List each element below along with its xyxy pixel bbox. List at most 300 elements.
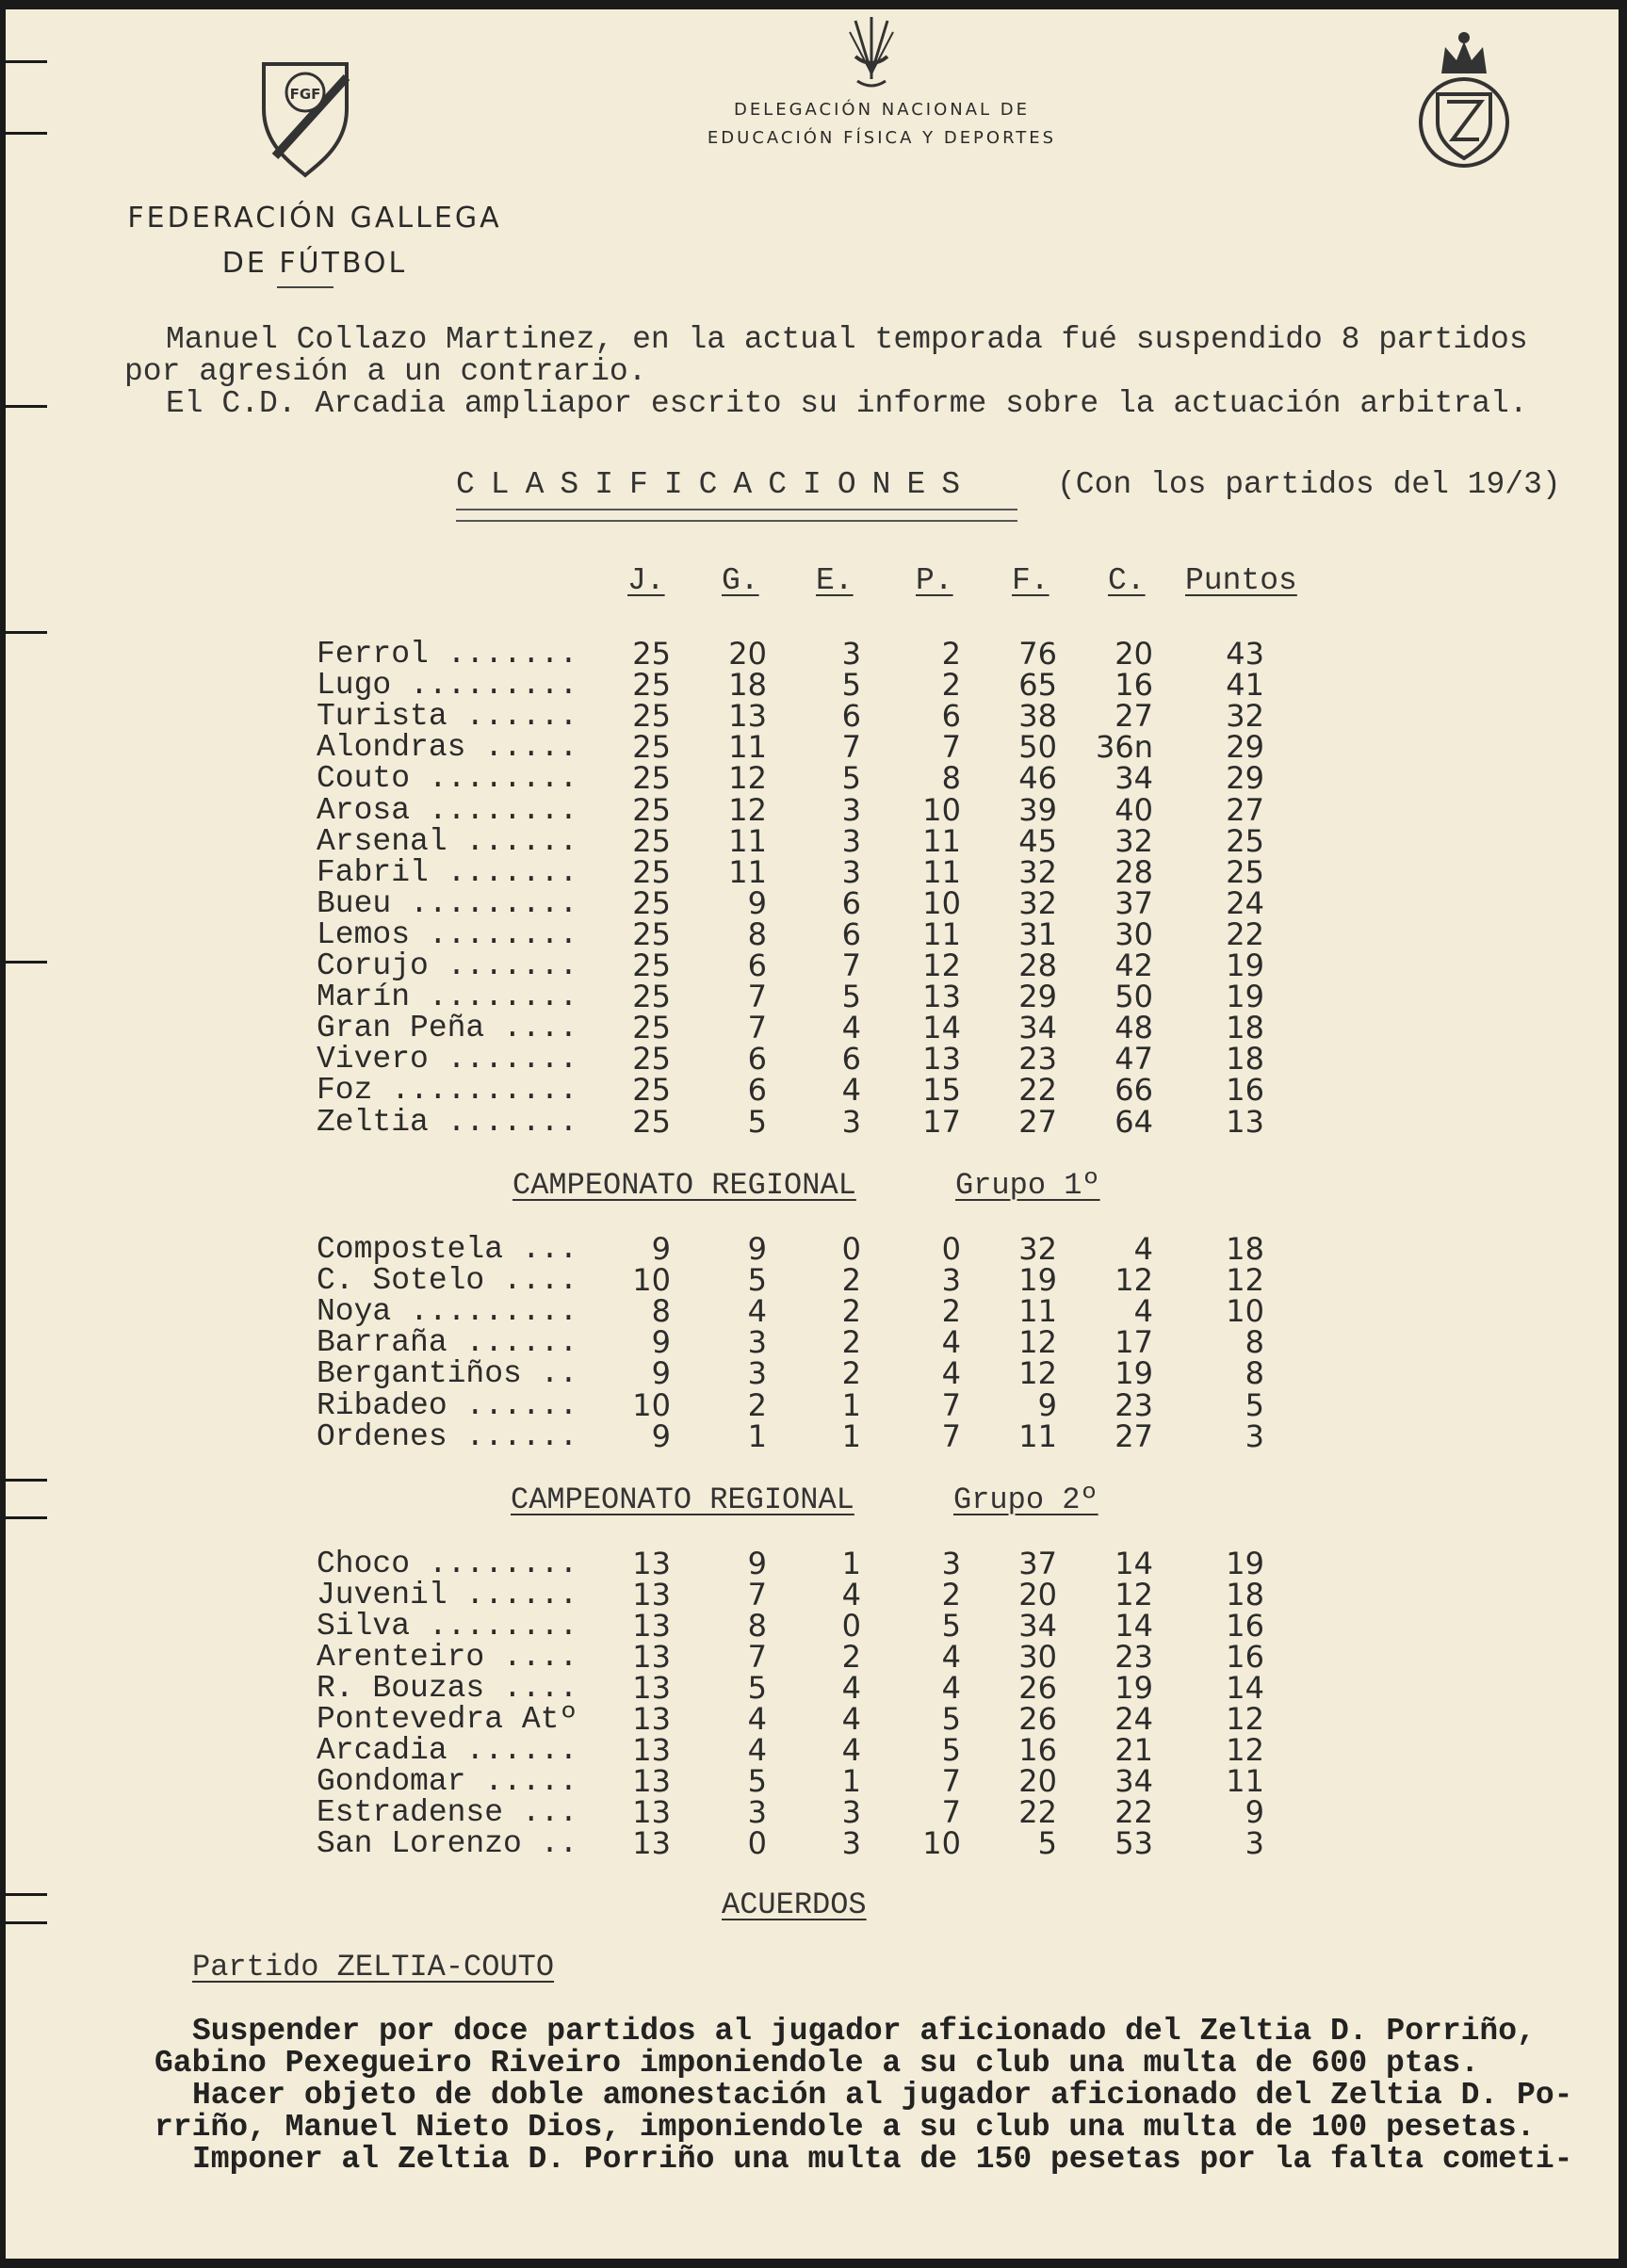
team-name: Couto ........ xyxy=(317,761,578,797)
cell-f: 20 xyxy=(1018,1577,1057,1612)
federation-underline xyxy=(277,286,334,288)
cell-p: 4 xyxy=(941,1324,961,1361)
cell-f: 28 xyxy=(1018,948,1057,983)
acuerdos-title: ACUERDOS xyxy=(722,1887,867,1922)
cell-pts: 8 xyxy=(1245,1324,1264,1361)
team-name: Foz .......... xyxy=(317,1073,578,1109)
cell-c: 36n xyxy=(1096,729,1153,766)
binding-mark xyxy=(6,60,47,63)
cell-e: 2 xyxy=(841,1639,861,1675)
cell-c: 27 xyxy=(1114,698,1153,735)
col-header-puntos: Puntos xyxy=(1185,563,1297,598)
team-name: Lemos ........ xyxy=(317,916,578,952)
table-row xyxy=(6,1639,1619,1675)
table-row xyxy=(6,1072,1619,1109)
team-name: Ordenes ...... xyxy=(317,1418,578,1454)
cell-e: 4 xyxy=(841,1577,861,1612)
grupo2-title: CAMPEONATO REGIONAL xyxy=(511,1482,854,1517)
table-row xyxy=(6,1262,1619,1299)
cell-p: 4 xyxy=(941,1355,961,1392)
cell-f: 38 xyxy=(1018,698,1057,735)
table-row xyxy=(6,979,1619,1015)
federation-heading xyxy=(117,196,513,286)
federation-line-1: FEDERACIÓN GALLEGA xyxy=(127,202,502,235)
table-row xyxy=(6,1041,1619,1077)
table-row xyxy=(6,1763,1619,1799)
binding-mark xyxy=(6,631,47,634)
cell-f: 65 xyxy=(1018,667,1057,704)
binding-mark xyxy=(6,405,47,408)
cell-e: 4 xyxy=(841,1010,861,1046)
cell-g: 9 xyxy=(747,1231,767,1267)
team-name: Arcadia ...... xyxy=(317,1733,578,1768)
table-row xyxy=(6,698,1619,735)
table-row xyxy=(6,667,1619,704)
cell-c: 66 xyxy=(1114,1072,1153,1109)
partido-title: Partido ZELTIA-COUTO xyxy=(192,1950,555,1984)
team-name: Arsenal ...... xyxy=(317,823,578,859)
cell-pts: 16 xyxy=(1226,1072,1264,1109)
cell-pts: 41 xyxy=(1226,667,1264,704)
cell-j: 25 xyxy=(632,667,671,704)
cell-j: 9 xyxy=(651,1418,671,1454)
cell-j: 13 xyxy=(632,1732,671,1768)
cell-j: 9 xyxy=(651,1324,671,1361)
acuerdo-line-5: Imponer al Zeltia D. Porriño una multa de 150 pesetas por la falta cometi- xyxy=(192,2142,1573,2177)
cell-pts: 18 xyxy=(1226,1577,1264,1612)
cell-p: 11 xyxy=(922,853,961,890)
team-name: Choco ........ xyxy=(317,1547,578,1581)
table-row xyxy=(6,1732,1619,1768)
cell-f: 20 xyxy=(1018,1763,1057,1799)
table-row xyxy=(6,853,1619,890)
cell-j: 8 xyxy=(651,1293,671,1330)
cell-g: 13 xyxy=(728,698,767,735)
cell-j: 25 xyxy=(632,760,671,797)
cell-pts: 29 xyxy=(1226,760,1264,797)
cell-j: 25 xyxy=(632,1103,671,1140)
cell-g: 1 xyxy=(747,1418,767,1454)
cell-g: 18 xyxy=(728,667,767,704)
cell-j: 13 xyxy=(632,1825,671,1861)
cell-f: 32 xyxy=(1018,853,1057,890)
binding-mark xyxy=(6,1893,47,1896)
title-double-rule xyxy=(456,509,1017,522)
cell-p: 0 xyxy=(941,1231,961,1267)
cell-pts: 12 xyxy=(1226,1732,1264,1768)
cell-p: 2 xyxy=(941,1293,961,1330)
cell-j: 13 xyxy=(632,1608,671,1644)
team-name: Pontevedra Atº xyxy=(317,1702,578,1737)
cell-e: 2 xyxy=(841,1324,861,1361)
team-name: Gondomar ..... xyxy=(317,1764,578,1799)
cell-e: 4 xyxy=(841,1670,861,1706)
cell-j: 9 xyxy=(651,1231,671,1267)
delegation-line-2: EDUCACIÓN FÍSICA Y DEPORTES xyxy=(707,128,1057,148)
svg-text:FGF: FGF xyxy=(289,86,321,103)
cell-c: 16 xyxy=(1114,667,1153,704)
cell-p: 12 xyxy=(922,948,961,983)
cell-j: 25 xyxy=(632,979,671,1015)
cell-g: 6 xyxy=(747,1041,767,1077)
cell-c: 12 xyxy=(1114,1577,1153,1612)
cell-g: 11 xyxy=(728,729,767,766)
cell-f: 16 xyxy=(1018,1732,1057,1768)
cell-e: 6 xyxy=(841,915,861,952)
team-name: Vivero ....... xyxy=(317,1042,578,1077)
cell-j: 13 xyxy=(632,1639,671,1675)
table-row xyxy=(6,1418,1619,1454)
cell-c: 4 xyxy=(1133,1293,1153,1330)
cell-c: 48 xyxy=(1114,1010,1153,1046)
cell-pts: 18 xyxy=(1226,1041,1264,1077)
cell-f: 19 xyxy=(1018,1262,1057,1299)
cell-g: 3 xyxy=(747,1324,767,1361)
cell-f: 45 xyxy=(1018,822,1057,859)
cell-e: 6 xyxy=(841,1041,861,1077)
cell-j: 25 xyxy=(632,698,671,735)
team-name: C. Sotelo .... xyxy=(317,1263,578,1299)
cell-pts: 14 xyxy=(1226,1670,1264,1706)
cell-e: 2 xyxy=(841,1355,861,1392)
team-name: Corujo ....... xyxy=(317,948,578,983)
cell-pts: 12 xyxy=(1226,1701,1264,1737)
cell-c: 4 xyxy=(1133,1231,1153,1267)
delegation-heading xyxy=(665,96,1098,153)
cell-f: 26 xyxy=(1018,1670,1057,1706)
col-header-g: G. xyxy=(722,563,759,598)
intro-line-3: El C.D. Arcadia ampliapor escrito su informe sobre la actuación arbitral. xyxy=(166,386,1528,421)
cell-j: 25 xyxy=(632,1072,671,1109)
cell-e: 1 xyxy=(841,1386,861,1423)
intro-line-2: por agresión a un contrario. xyxy=(124,354,647,389)
cell-j: 13 xyxy=(632,1577,671,1612)
team-name: Barraña ...... xyxy=(317,1325,578,1361)
cell-f: 22 xyxy=(1018,1794,1057,1830)
cell-c: 19 xyxy=(1114,1670,1153,1706)
col-header-p: P. xyxy=(916,563,953,598)
cell-j: 25 xyxy=(632,729,671,766)
cell-f: 34 xyxy=(1018,1608,1057,1644)
cell-j: 13 xyxy=(632,1763,671,1799)
team-name: Lugo ......... xyxy=(317,668,578,704)
table-row xyxy=(6,1103,1619,1140)
yoke-arrows-emblem-icon xyxy=(846,13,897,89)
cell-g: 12 xyxy=(728,791,767,828)
cell-g: 6 xyxy=(747,948,767,983)
cell-pts: 43 xyxy=(1226,636,1264,672)
cell-p: 7 xyxy=(941,1386,961,1423)
cell-pts: 16 xyxy=(1226,1608,1264,1644)
cell-c: 23 xyxy=(1114,1386,1153,1423)
cell-c: 17 xyxy=(1114,1324,1153,1361)
cell-pts: 8 xyxy=(1245,1355,1264,1392)
binding-mark xyxy=(6,1516,47,1519)
delegation-line-1: DELEGACIÓN NACIONAL DE xyxy=(733,100,1031,120)
cell-pts: 25 xyxy=(1226,822,1264,859)
cell-pts: 16 xyxy=(1226,1639,1264,1675)
cell-f: 12 xyxy=(1018,1324,1057,1361)
col-header-f: F. xyxy=(1012,563,1049,598)
table-row xyxy=(6,636,1619,672)
cell-p: 15 xyxy=(922,1072,961,1109)
cell-e: 3 xyxy=(841,1103,861,1140)
team-name: Ribadeo ...... xyxy=(317,1387,578,1423)
cell-f: 29 xyxy=(1018,979,1057,1015)
cell-f: 5 xyxy=(1037,1825,1057,1861)
cell-j: 13 xyxy=(632,1546,671,1581)
team-name: Silva ........ xyxy=(317,1609,578,1644)
cell-p: 7 xyxy=(941,1763,961,1799)
cell-f: 37 xyxy=(1018,1546,1057,1581)
cell-c: 22 xyxy=(1114,1794,1153,1830)
cell-e: 2 xyxy=(841,1293,861,1330)
cell-pts: 19 xyxy=(1226,1546,1264,1581)
table-row xyxy=(6,1794,1619,1830)
cell-g: 7 xyxy=(747,1639,767,1675)
cell-f: 76 xyxy=(1018,636,1057,672)
cell-c: 40 xyxy=(1114,791,1153,828)
team-name: Arenteiro .... xyxy=(317,1640,578,1675)
cell-f: 31 xyxy=(1018,915,1057,952)
cell-j: 13 xyxy=(632,1794,671,1830)
table-row xyxy=(6,1324,1619,1361)
table-row xyxy=(6,1012,1619,1044)
team-name: Turista ...... xyxy=(317,699,578,735)
cell-g: 12 xyxy=(728,760,767,797)
cell-p: 4 xyxy=(941,1639,961,1675)
cell-pts: 11 xyxy=(1226,1763,1264,1799)
cell-e: 3 xyxy=(841,636,861,672)
cell-j: 25 xyxy=(632,1041,671,1077)
cell-g: 8 xyxy=(747,915,767,952)
col-header-e: E. xyxy=(816,563,854,598)
acuerdo-line-3: Hacer objeto de doble amonestación al jugador aficionado del Zeltia D. Po- xyxy=(192,2078,1573,2113)
cell-c: 14 xyxy=(1114,1546,1153,1581)
cell-f: 32 xyxy=(1018,1231,1057,1267)
cell-e: 3 xyxy=(841,822,861,859)
team-name: Estradense ... xyxy=(317,1795,578,1830)
cell-p: 7 xyxy=(941,1418,961,1454)
cell-j: 10 xyxy=(632,1386,671,1423)
cell-j: 10 xyxy=(632,1262,671,1299)
federation-line-2: DE FÚTBOL xyxy=(221,247,408,280)
team-name: San Lorenzo .. xyxy=(317,1826,578,1861)
table-row xyxy=(6,1825,1619,1861)
cell-c: 34 xyxy=(1114,760,1153,797)
cell-p: 8 xyxy=(941,760,961,797)
team-name: Gran Peña .... xyxy=(317,1011,578,1046)
cell-c: 12 xyxy=(1114,1262,1153,1299)
table-row xyxy=(6,1608,1619,1644)
cell-f: 46 xyxy=(1018,760,1057,797)
cell-p: 5 xyxy=(941,1701,961,1737)
cell-p: 10 xyxy=(922,791,961,828)
team-name: R. Bouzas .... xyxy=(317,1671,578,1706)
cell-g: 6 xyxy=(747,1072,767,1109)
cell-e: 0 xyxy=(841,1608,861,1644)
cell-p: 4 xyxy=(941,1670,961,1706)
table-row xyxy=(6,1577,1619,1612)
cell-pts: 25 xyxy=(1226,853,1264,890)
cell-c: 32 xyxy=(1114,822,1153,859)
cell-e: 3 xyxy=(841,1825,861,1861)
cell-pts: 10 xyxy=(1226,1293,1264,1330)
cell-pts: 3 xyxy=(1245,1825,1264,1861)
team-name: Marín ........ xyxy=(317,980,578,1015)
table-row xyxy=(6,884,1619,921)
cell-g: 11 xyxy=(728,822,767,859)
clasificaciones-title: CLASIFICACIONES xyxy=(456,467,977,502)
cell-c: 19 xyxy=(1114,1355,1153,1392)
cell-g: 4 xyxy=(747,1293,767,1330)
cell-c: 23 xyxy=(1114,1639,1153,1675)
team-name: Alondras ..... xyxy=(317,730,578,766)
cell-e: 1 xyxy=(841,1418,861,1454)
cell-e: 2 xyxy=(841,1262,861,1299)
cell-p: 11 xyxy=(922,915,961,952)
cell-e: 5 xyxy=(841,667,861,704)
table-row xyxy=(6,1293,1619,1330)
cell-pts: 19 xyxy=(1226,948,1264,983)
cell-f: 9 xyxy=(1037,1386,1057,1423)
cell-g: 0 xyxy=(747,1825,767,1861)
cell-pts: 5 xyxy=(1245,1386,1264,1423)
cell-pts: 12 xyxy=(1226,1262,1264,1299)
federation-crest-icon xyxy=(258,58,352,179)
cell-j: 25 xyxy=(632,884,671,921)
cell-j: 13 xyxy=(632,1701,671,1737)
cell-j: 25 xyxy=(632,791,671,828)
cell-j: 25 xyxy=(632,915,671,952)
acuerdo-line-1: Suspender por doce partidos al jugador aficionado del Zeltia D. Porriño, xyxy=(192,2014,1536,2049)
cell-e: 7 xyxy=(841,729,861,766)
grupo1-group: Grupo 1º xyxy=(955,1168,1100,1203)
cell-pts: 18 xyxy=(1226,1010,1264,1046)
table-row xyxy=(6,915,1619,952)
cell-c: 64 xyxy=(1114,1103,1153,1140)
cell-e: 4 xyxy=(841,1072,861,1109)
cell-f: 34 xyxy=(1018,1010,1057,1046)
cell-c: 53 xyxy=(1114,1825,1153,1861)
cell-pts: 19 xyxy=(1226,979,1264,1015)
cell-g: 9 xyxy=(747,884,767,921)
cell-p: 2 xyxy=(941,667,961,704)
team-name: Arosa ........ xyxy=(317,792,578,828)
cell-p: 5 xyxy=(941,1608,961,1644)
cell-f: 26 xyxy=(1018,1701,1057,1737)
cell-c: 24 xyxy=(1114,1701,1153,1737)
cell-g: 2 xyxy=(747,1386,767,1423)
cell-p: 17 xyxy=(922,1103,961,1140)
cell-pts: 3 xyxy=(1245,1418,1264,1454)
binding-mark xyxy=(6,132,47,135)
team-name: Ferrol ....... xyxy=(317,637,578,672)
grupo2-group: Grupo 2º xyxy=(953,1482,1098,1517)
cell-g: 7 xyxy=(747,979,767,1015)
cell-f: 50 xyxy=(1018,729,1057,766)
cell-j: 25 xyxy=(632,636,671,672)
binding-mark xyxy=(6,1921,47,1924)
cell-pts: 32 xyxy=(1226,698,1264,735)
cell-g: 11 xyxy=(728,853,767,890)
table-row xyxy=(6,1231,1619,1267)
cell-j: 25 xyxy=(632,853,671,890)
team-name: Juvenil ...... xyxy=(317,1578,578,1612)
cell-g: 4 xyxy=(747,1701,767,1737)
table-row xyxy=(6,1701,1619,1737)
team-name: Compostela ... xyxy=(317,1232,578,1267)
cell-p: 10 xyxy=(922,1825,961,1861)
cell-f: 11 xyxy=(1018,1418,1057,1454)
table-row xyxy=(6,1386,1619,1423)
col-header-j: J. xyxy=(627,563,665,598)
cell-c: 21 xyxy=(1114,1732,1153,1768)
cell-c: 30 xyxy=(1114,915,1153,952)
cell-c: 34 xyxy=(1114,1763,1153,1799)
cell-c: 42 xyxy=(1114,948,1153,983)
cell-g: 4 xyxy=(747,1732,767,1768)
cell-e: 4 xyxy=(841,1732,861,1768)
cell-j: 13 xyxy=(632,1670,671,1706)
cell-c: 50 xyxy=(1114,979,1153,1015)
cell-g: 5 xyxy=(747,1103,767,1140)
team-name: Fabril ....... xyxy=(317,854,578,890)
cell-pts: 13 xyxy=(1226,1103,1264,1140)
cell-g: 5 xyxy=(747,1262,767,1299)
cell-f: 11 xyxy=(1018,1293,1057,1330)
cell-e: 5 xyxy=(841,760,861,797)
table-row xyxy=(6,760,1619,797)
cell-j: 25 xyxy=(632,1010,671,1046)
cell-e: 1 xyxy=(841,1763,861,1799)
cell-e: 3 xyxy=(841,1794,861,1830)
team-name: Bergantiños .. xyxy=(317,1356,578,1392)
cell-p: 6 xyxy=(941,698,961,735)
cell-g: 3 xyxy=(747,1794,767,1830)
cell-c: 37 xyxy=(1114,884,1153,921)
cell-j: 9 xyxy=(651,1355,671,1392)
cell-c: 20 xyxy=(1114,636,1153,672)
cell-g: 7 xyxy=(747,1577,767,1612)
cell-f: 22 xyxy=(1018,1072,1057,1109)
cell-p: 7 xyxy=(941,1794,961,1830)
cell-e: 7 xyxy=(841,948,861,983)
table-row xyxy=(6,1355,1619,1392)
cell-g: 5 xyxy=(747,1670,767,1706)
cell-c: 27 xyxy=(1114,1418,1153,1454)
table-row xyxy=(6,950,1619,981)
cell-g: 3 xyxy=(747,1355,767,1392)
cell-e: 3 xyxy=(841,791,861,828)
team-name: Zeltia ....... xyxy=(317,1104,578,1140)
cell-g: 8 xyxy=(747,1608,767,1644)
cell-pts: 24 xyxy=(1226,884,1264,921)
cell-e: 3 xyxy=(841,853,861,890)
royal-crest-icon xyxy=(1415,28,1513,171)
table-row xyxy=(6,729,1619,766)
cell-e: 6 xyxy=(841,884,861,921)
cell-g: 9 xyxy=(747,1546,767,1581)
cell-p: 2 xyxy=(941,636,961,672)
acuerdo-line-4: rriño, Manuel Nieto Dios, imponiendole a su club una multa de 100 pesetas. xyxy=(155,2110,1536,2145)
table-row xyxy=(6,1548,1619,1580)
cell-p: 10 xyxy=(922,884,961,921)
cell-c: 47 xyxy=(1114,1041,1153,1077)
team-name: Noya ......... xyxy=(317,1294,578,1330)
cell-e: 1 xyxy=(841,1546,861,1581)
cell-f: 39 xyxy=(1018,791,1057,828)
